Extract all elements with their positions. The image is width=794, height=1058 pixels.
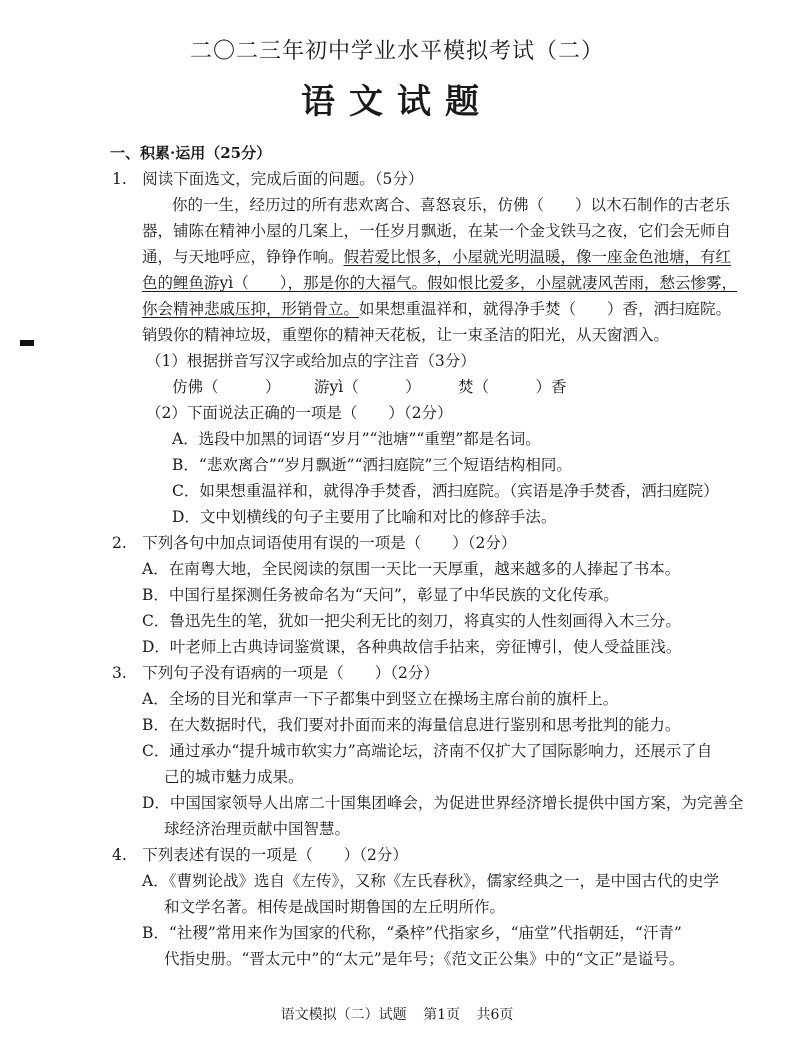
q2-option-d: D．叶老师上古典诗词鉴赏课，各种典故信手拈来，旁征博引，使人受益匪浅。 bbox=[142, 638, 682, 656]
q4-option-b-cont: 代指史册。“晋太元中”的“太元”是年号；《范文正公集》中的“文正”是谥号。 bbox=[164, 950, 685, 968]
q1-sub1: （1）根据拼音写汉字或给加点的字注音（3分） bbox=[146, 352, 476, 370]
q1-option-b: B．“悲欢离合”“岁月飘逝”“洒扫庭院”三个短语结构相同。 bbox=[172, 456, 572, 474]
q1-sub1-item-b: 游yì（ ） bbox=[314, 378, 421, 396]
q3-option-d-cont: 球经济治理贡献中国智慧。 bbox=[164, 820, 351, 838]
q4-option-b: B．“社稷”常用来作为国家的代称，“桑梓”代指家乡，“庙堂”代指朝廷，“汗青” bbox=[142, 924, 682, 942]
q3-option-b: B．在大数据时代，我们要对扑面而来的海量信息进行鉴别和思考批判的能力。 bbox=[142, 716, 681, 734]
footer-page-number: 第1页 bbox=[423, 1007, 460, 1023]
page-footer bbox=[0, 1004, 794, 1024]
q1-sub1-item-c: 焚（ ）香 bbox=[458, 378, 567, 396]
q1-passage-line4: 色的鲤鱼游yì（ ），那是你的大福气。假如恨比爱多，小屋就凄风苦雨，愁云惨雾， bbox=[142, 274, 737, 292]
underlined-sentence: 假若爱比恨多，小屋就光明温暖，像一座金色池塘，有红 bbox=[343, 248, 732, 266]
q3-option-c-cont: 己的城市魅力成果。 bbox=[164, 768, 304, 786]
q4-option-a: A．《曹刿论战》选自《左传》，又称《左氏春秋》，儒家经典之一，是中国古代的史学 bbox=[142, 872, 719, 890]
q1-passage-line6: 销毁你的精神垃圾，重塑你的精神天花板，让一束圣洁的阳光，从天窗洒入。 bbox=[142, 326, 670, 344]
section-heading: 一、积累·运用（25分） bbox=[110, 144, 272, 162]
subject-title: 语文试题 bbox=[301, 82, 493, 122]
q1-passage-line3 bbox=[142, 246, 731, 268]
q3-option-d: D．中国国家领导人出席二十国集团峰会，为促进世界经济增长提供中国方案，为完善全 bbox=[142, 794, 744, 812]
q3-option-a: A．全场的目光和掌声一下子都集中到竖立在操场主席台前的旗杆上。 bbox=[142, 690, 619, 708]
q2-option-b: B．中国行星探测任务被命名为“天问”，彰显了中华民族的文化传承。 bbox=[142, 586, 619, 604]
q2-option-c: C．鲁迅先生的笔，犹如一把尖利无比的刻刀，将真实的人性刻画得入木三分。 bbox=[142, 612, 681, 630]
q1-stem: 1. 阅读下面选文，完成后面的问题。（5分） bbox=[112, 170, 424, 188]
q1-option-d: D．文中划横线的句子主要用了比喻和对比的修辞手法。 bbox=[172, 508, 557, 526]
passage-text: 通，与天地呼应，铮铮作响。 bbox=[142, 248, 344, 266]
q3-stem: 3. 下列句子没有语病的一项是（ ）（2分） bbox=[112, 664, 439, 682]
q4-stem: 4. 下列表述有误的一项是（ ）（2分） bbox=[112, 846, 408, 864]
q3-option-c: C．通过承办“提升城市软实力”高端论坛，济南不仅扩大了国际影响力，还展示了自 bbox=[142, 742, 713, 760]
q1-passage-line2: 器，铺陈在精神小屋的几案上，一任岁月飘逝，在某一个金戈铁马之夜，它们会无师自 bbox=[142, 222, 732, 240]
q1-sub1-item-a: 仿佛（ ） bbox=[172, 378, 281, 396]
q2-stem: 2. 下列各句中加点词语使用有误的一项是（ ）（2分） bbox=[112, 534, 517, 552]
q2-option-a: A．在南粤大地，全民阅读的氛围一天比一天厚重，越来越多的人捧起了书本。 bbox=[142, 560, 681, 578]
passage-text: 如果想重温祥和，就得净手焚（ ）香，洒扫庭院。 bbox=[359, 300, 732, 318]
q1-sub2: （2）下面说法正确的一项是（ ）（2分） bbox=[146, 404, 453, 422]
exam-title: 二〇二三年初中学业水平模拟考试（二） bbox=[189, 39, 604, 64]
q4-option-a-cont: 和文学名著。相传是战国时期鲁国的左丘明所作。 bbox=[164, 898, 506, 916]
footer-total-pages: 共6页 bbox=[476, 1007, 514, 1023]
q1-option-c: C．如果想重温祥和，就得净手焚香，洒扫庭院。（宾语是净手焚香，洒扫庭院） bbox=[172, 482, 719, 500]
underlined-sentence: 你会精神悲戚压抑，形销骨立。 bbox=[142, 300, 360, 318]
binding-mark bbox=[20, 340, 34, 346]
footer-title: 语文模拟（二）试题 bbox=[280, 1007, 407, 1023]
q1-passage-line1: 你的一生，经历过的所有悲欢离合、喜怒哀乐，仿佛（ ）以木石制作的古老乐 bbox=[172, 196, 731, 214]
q1-passage-line5 bbox=[142, 298, 731, 320]
q1-option-a: A．选段中加黑的词语“岁月”“池塘”“重塑”都是名词。 bbox=[172, 430, 541, 448]
